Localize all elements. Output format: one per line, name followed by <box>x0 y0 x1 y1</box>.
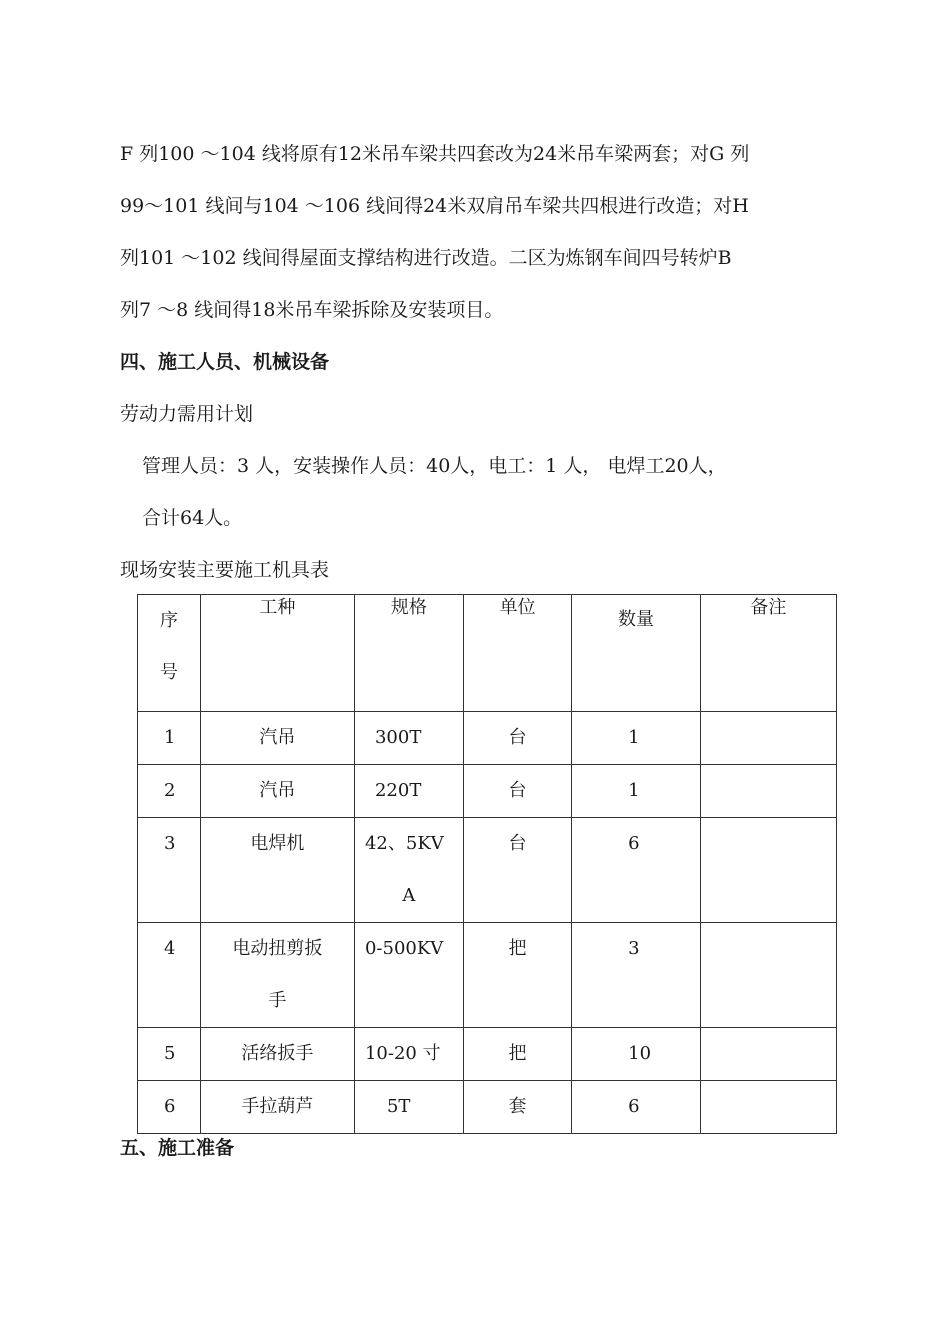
header-seq-line1: 序 <box>159 610 178 631</box>
paragraph-line-1: F 列100 ～104 线将原有12米吊车梁共四套改为24米吊车梁两套；对G 列 <box>120 143 750 165</box>
row-unit: 台 <box>508 780 527 801</box>
row-spec: 42、5KV <box>364 833 444 854</box>
table-row <box>138 712 837 765</box>
row-qty: 10 <box>628 1043 652 1064</box>
row-qty: 6 <box>628 833 640 854</box>
row-spec-line2: A <box>402 885 416 906</box>
row-seq: 3 <box>164 833 176 854</box>
row-type: 汽吊 <box>259 780 296 801</box>
row-type-line2: 手 <box>268 990 287 1011</box>
row-qty: 6 <box>628 1096 640 1117</box>
labor-line-1: 管理人员：3 人，安装操作人员：40人，电工：1 人， 电焊工20人， <box>142 455 727 477</box>
row-unit: 套 <box>508 1096 527 1117</box>
table-row <box>138 765 837 818</box>
row-seq: 4 <box>164 938 176 959</box>
row-type: 活络扳手 <box>241 1043 314 1064</box>
row-seq: 2 <box>164 780 176 801</box>
paragraph-line-2: 99～101 线间与104 ～106 线间得24米双肩吊车梁共四根进行改造；对H <box>120 195 749 217</box>
header-qty: 数量 <box>572 595 701 712</box>
row-spec: 5T <box>386 1096 411 1117</box>
section-heading-personnel: 四、施工人员、机械设备 <box>120 351 330 373</box>
row-type: 电动扭剪扳 <box>232 938 323 959</box>
row-spec: 10-20 寸 <box>364 1043 441 1064</box>
table-row <box>138 1081 837 1134</box>
row-type: 手拉葫芦 <box>241 1096 314 1117</box>
row-type: 电焊机 <box>250 833 305 854</box>
paragraph-line-4: 列7 ～8 线间得18米吊车梁拆除及安装项目。 <box>120 299 504 321</box>
row-unit: 台 <box>508 833 527 854</box>
equipment-table <box>137 594 837 1134</box>
section-heading-preparation: 五、施工准备 <box>120 1137 235 1159</box>
table-row <box>138 923 837 1028</box>
paragraph-line-3: 列101 ～102 线间得屋面支撑结构进行改造。二区为炼钢车间四号转炉B <box>120 247 732 269</box>
row-unit: 把 <box>508 1043 527 1064</box>
labor-plan-title: 劳动力需用计划 <box>120 403 254 425</box>
row-spec: 220T <box>374 780 422 801</box>
header-seq <box>138 595 201 712</box>
header-spec: 规格 <box>354 595 463 712</box>
header-type: 工种 <box>200 595 354 712</box>
row-qty: 1 <box>628 727 640 748</box>
row-type: 汽吊 <box>259 727 296 748</box>
table-row <box>138 818 837 923</box>
row-unit: 台 <box>508 727 527 748</box>
row-spec: 0-500KV <box>364 938 444 959</box>
table-header-row <box>138 595 837 712</box>
row-seq: 1 <box>164 727 176 748</box>
row-seq: 5 <box>164 1043 176 1064</box>
row-qty: 1 <box>628 780 640 801</box>
table-row <box>138 1028 837 1081</box>
header-seq-line2: 号 <box>159 662 178 683</box>
row-qty: 3 <box>628 938 640 959</box>
row-unit: 把 <box>508 938 527 959</box>
header-note: 备注 <box>700 595 836 712</box>
header-unit: 单位 <box>463 595 571 712</box>
equipment-table-title: 现场安装主要施工机具表 <box>120 559 330 581</box>
row-seq: 6 <box>164 1096 176 1117</box>
labor-line-2: 合计64人。 <box>142 507 243 529</box>
row-spec: 300T <box>374 727 422 748</box>
